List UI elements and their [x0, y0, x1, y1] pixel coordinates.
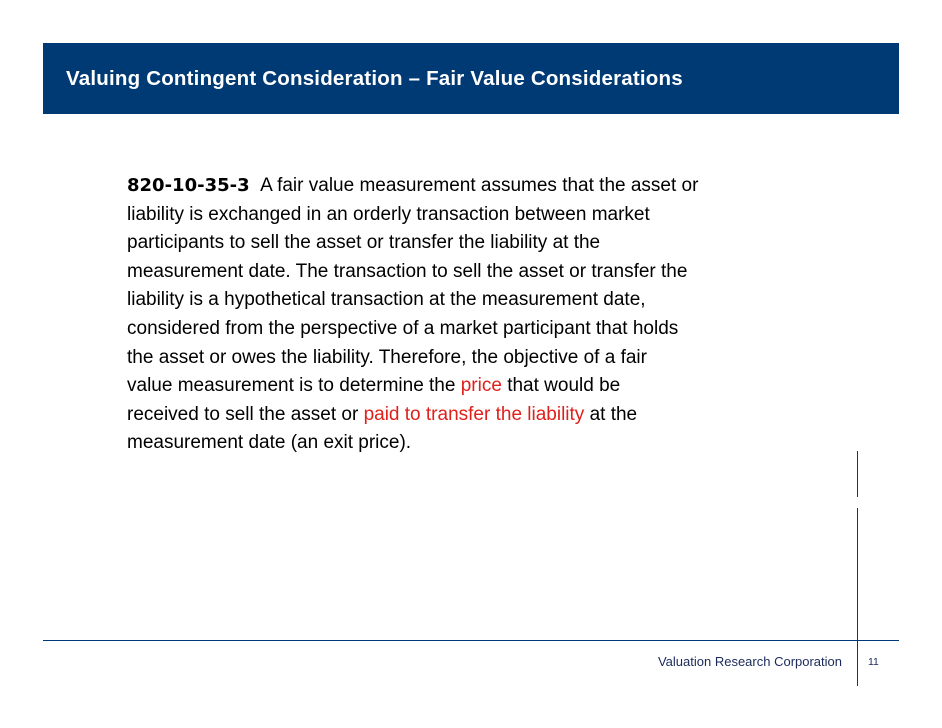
line-segment: liability is exchanged in an orderly transaction between market — [127, 203, 650, 225]
line-segment: received to sell the asset or — [127, 403, 364, 425]
line-segment: participants to sell the asset or transfer the liability at the — [127, 232, 601, 254]
line-segment: liability is a hypothetical transaction at the measurement date, — [127, 289, 646, 311]
paragraph-line — [127, 344, 847, 373]
paragraph-line — [127, 258, 847, 287]
paragraph-line — [127, 229, 847, 258]
highlighted-term-transfer: paid to transfer the liability — [363, 403, 585, 425]
right-divider-lower — [857, 508, 858, 686]
line-segment: at the — [584, 403, 638, 425]
paragraph-line — [127, 286, 847, 315]
paragraph-line — [127, 315, 847, 344]
line-segment: value measurement is to determine the — [127, 375, 461, 397]
line-segment: considered from the perspective of a market participant that holds — [127, 317, 679, 339]
footer-rule — [43, 640, 899, 641]
footer-company-name: Valuation Research Corporation — [657, 654, 842, 669]
line-segment: that would be — [501, 375, 621, 397]
line-segment: the asset or owes the liability. Therefore, the objective of a fair — [127, 346, 647, 368]
paragraph-line — [127, 401, 847, 430]
body-paragraph — [127, 172, 847, 458]
page-number: 11 — [868, 656, 879, 668]
line-segment: A fair value measurement assumes that the asset or — [260, 175, 699, 196]
slide-title: Valuing Contingent Consideration – Fair Value Considerations — [66, 66, 683, 90]
right-divider-upper — [857, 451, 858, 497]
reference-code: 820-10-35-3 — [127, 175, 250, 196]
line-segment: measurement date. The transaction to sell the asset or transfer the — [127, 260, 688, 282]
line-segment: measurement date (an exit price). — [127, 432, 412, 454]
title-bar — [43, 43, 899, 114]
paragraph-line — [127, 201, 847, 230]
paragraph-line — [127, 172, 847, 201]
paragraph-line — [127, 429, 847, 458]
highlighted-term-price: price — [460, 375, 502, 397]
paragraph-line — [127, 372, 847, 401]
